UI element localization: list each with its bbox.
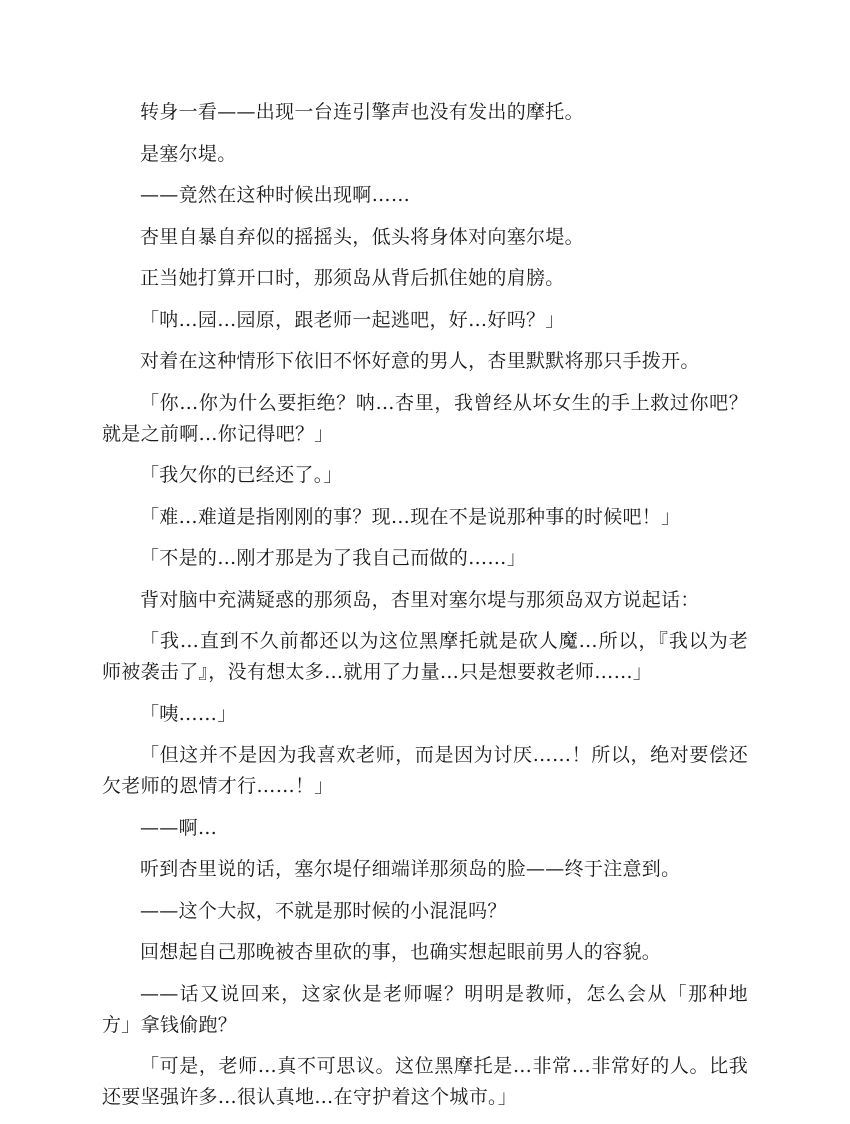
paragraph: 背对脑中充满疑惑的那须岛，杏里对塞尔堤与那须岛双方说起话： bbox=[140, 588, 700, 611]
paragraph: 「呐…园…园原，跟老师一起逃吧，好…好吗？」 bbox=[140, 308, 565, 331]
paragraph: 转身一看——出现一台连引擎声也没有发出的摩托。 bbox=[140, 101, 584, 123]
paragraph: 「咦……」 bbox=[140, 702, 237, 725]
paragraph: 「我…直到不久前都还以为这位黑摩托就是砍人魔…所以，『我以为老师被袭击了』，没有想太多…就用了力量…只是想要救老师……」 bbox=[102, 630, 748, 683]
paragraph: ——竟然在这种时候出现啊…… bbox=[140, 184, 411, 206]
paragraph: 听到杏里说的话，塞尔堤仔细端详那须岛的脸——终于注意到。 bbox=[140, 858, 681, 880]
paragraph: 「不是的…刚才那是为了我自己而做的……」 bbox=[140, 547, 527, 569]
paragraph: ——话又说回来，这家伙是老师喔？明明是教师，怎么会从「那种地方」拿钱偷跑？ bbox=[102, 982, 748, 1036]
paragraph: 「我欠你的已经还了。」 bbox=[140, 464, 343, 486]
paragraph: 回想起自己那晚被杏里砍的事，也确实想起眼前男人的容貌。 bbox=[140, 941, 662, 963]
paragraph: 杏里自暴自弃似的摇摇头，低头将身体对向塞尔堤。 bbox=[140, 225, 584, 248]
paragraph: ——啊… bbox=[140, 816, 218, 839]
paragraph: 正当她打算开口时，那须岛从背后抓住她的肩膀。 bbox=[140, 267, 565, 289]
paragraph: 「可是，老师…真不可思议。这位黑摩托是…非常…非常好的人。比我还要坚强许多…很认真地…在守护着这个城市。」 bbox=[102, 1055, 748, 1108]
document-page bbox=[102, 97, 748, 1124]
paragraph: 是塞尔堤。 bbox=[140, 142, 237, 165]
paragraph: 「难…难道是指刚刚的事？现…现在不是说那种事的时候吧！」 bbox=[140, 505, 681, 528]
paragraph: 「你…你为什么要拒绝？呐…杏里，我曾经从坏女生的手上救过你吧？就是之前啊…你记得吧？」 bbox=[102, 391, 748, 445]
paragraph: ——这个大叔，不就是那时候的小混混吗？ bbox=[140, 899, 507, 922]
paragraph: 对着在这种情形下依旧不怀好意的男人，杏里默默将那只手拨开。 bbox=[140, 350, 700, 372]
paragraph: 「但这并不是因为我喜欢老师，而是因为讨厌……！所以，绝对要偿还欠老师的恩情才行……！」 bbox=[102, 744, 748, 797]
